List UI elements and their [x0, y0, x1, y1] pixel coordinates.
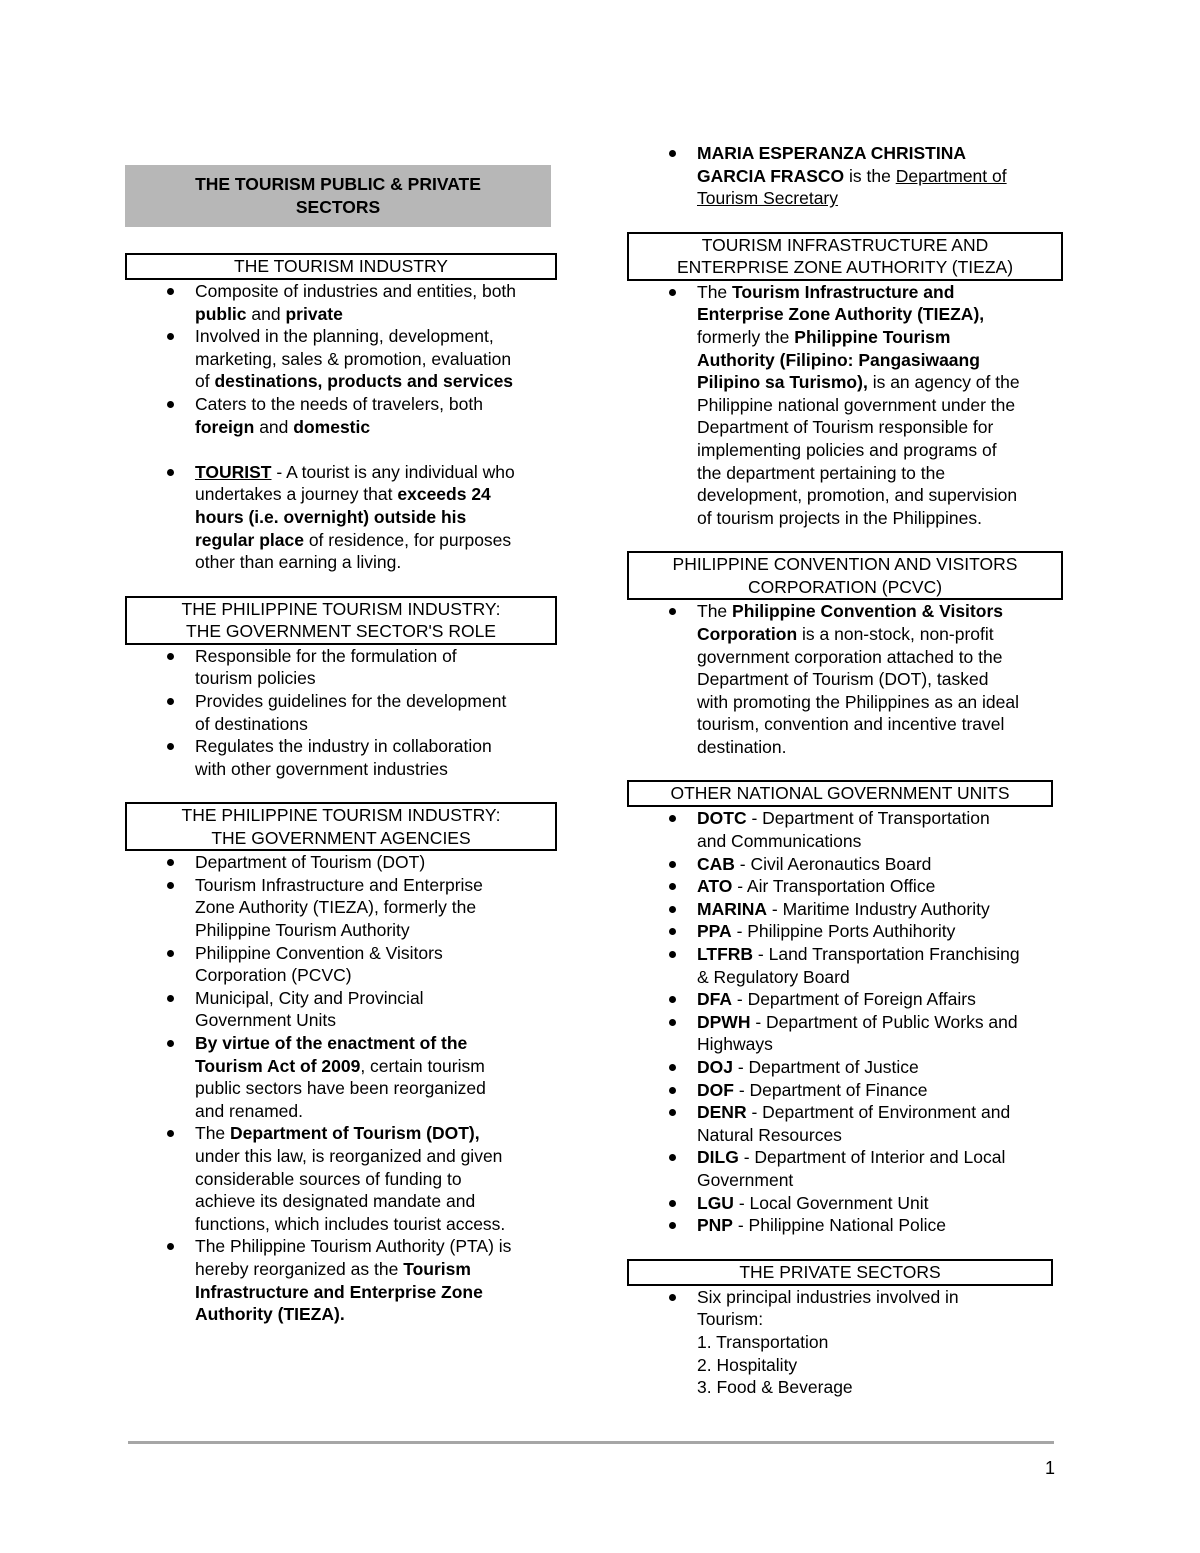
secretary-note [627, 142, 1063, 210]
government-agencies-list [125, 851, 557, 1325]
unit-item: DPWH - Department of Public Works and Highways [627, 1011, 1063, 1056]
unit-item: DFA - Department of Foreign Affairs [627, 988, 1063, 1011]
government-role-list [125, 645, 557, 781]
unit-item: DOF - Department of Finance [627, 1079, 1063, 1102]
unit-item: LGU - Local Government Unit [627, 1192, 1063, 1215]
unit-item: DENR - Department of Environment and Natural Resources [627, 1101, 1063, 1146]
title-line-2: SECTORS [295, 197, 381, 217]
section-heading-government-role: THE PHILIPPINE TOURISM INDUSTRY: THE GOVERNMENT SECTOR'S ROLE [125, 596, 557, 645]
list-item: The Department of Tourism (DOT), under this law, is reorganized and given considerable sources of funding to achieve its designated mandate and functions, which includes tourist access. [125, 1122, 557, 1235]
tourist-definition [125, 461, 557, 574]
list-item: MARIA ESPERANZA CHRISTINA GARCIA FRASCO is the Department of Tourism Secretary [627, 142, 1063, 210]
list-item: By virtue of the enactment of the Tourism Act of 2009, certain tourism public sectors have been reorganized and renamed. [125, 1032, 557, 1122]
list-item: The Philippine Tourism Authority (PTA) is hereby reorganized as the Tourism Infrastructure and Enterprise Zone Authority (TIEZA). [125, 1235, 557, 1325]
document-title [125, 165, 551, 227]
section-heading-pcvc: PHILIPPINE CONVENTION AND VISITORS CORPORATION (PCVC) [627, 551, 1063, 600]
section-heading-government-agencies: THE PHILIPPINE TOURISM INDUSTRY: THE GOVERNMENT AGENCIES [125, 802, 557, 851]
pcvc-description [627, 600, 1063, 758]
list-item: Regulates the industry in collaboration with other government industries [125, 735, 557, 780]
list-item: The Tourism Infrastructure and Enterprise Zone Authority (TIEZA), formerly the Philippine Tourism Authority (Filipino: Pangasiwaang Pilipino sa Turismo), is an agency of the Philippine national government under the Department of Tourism responsible for implementing policies and programs of the department pertaining to the development, promotion, and supervision of tourism projects in the Philippines. [627, 281, 1063, 530]
section-heading-other-units: OTHER NATIONAL GOVERNMENT UNITS [627, 780, 1053, 807]
unit-item: DOJ - Department of Justice [627, 1056, 1063, 1079]
list-item: Tourism Infrastructure and Enterprise Zone Authority (TIEZA), formerly the Philippine Tourism Authority [125, 874, 557, 942]
footer-rule [128, 1441, 1054, 1444]
title-line-1: THE TOURISM PUBLIC & PRIVATE [195, 174, 481, 194]
page-number: 1 [1044, 1458, 1055, 1478]
unit-item: DOTC - Department of Transportation and Communications [627, 807, 1063, 852]
list-item: Six principal industries involved in Tourism: 1. Transportation 2. Hospitality 3. Food & Beverage [627, 1286, 1063, 1399]
unit-item: MARINA - Maritime Industry Authority [627, 898, 1063, 921]
secretary-link: Department of [895, 165, 1007, 186]
list-item: Caters to the needs of travelers, both foreign and domestic [125, 393, 557, 438]
other-units-list [627, 807, 1063, 1236]
section-heading-tieza: TOURISM INFRASTRUCTURE AND ENTERPRISE ZONE AUTHORITY (TIEZA) [627, 232, 1063, 281]
list-item: Department of Tourism (DOT) [125, 851, 557, 874]
unit-item: CAB - Civil Aeronautics Board [627, 853, 1063, 876]
private-sectors-list [627, 1286, 1063, 1399]
tieza-description [627, 281, 1063, 530]
unit-item: ATO - Air Transportation Office [627, 875, 1063, 898]
section-heading-tourism-industry: THE TOURISM INDUSTRY [125, 253, 557, 280]
unit-item: PNP - Philippine National Police [627, 1214, 1063, 1237]
tourist-term: TOURIST [195, 461, 272, 482]
list-item: Municipal, City and Provincial Government Units [125, 987, 557, 1032]
list-item: Composite of industries and entities, both public and private [125, 280, 557, 325]
unit-item: LTFRB - Land Transportation Franchising & Regulatory Board [627, 943, 1063, 988]
list-item: TOURIST - A tourist is any individual who undertakes a journey that exceeds 24 hours (i.e. overnight) outside his regular place of residence, for purposes other than earning a living. [125, 461, 557, 574]
right-column [627, 142, 1063, 1399]
list-item: Involved in the planning, development, marketing, sales & promotion, evaluation of destinations, products and services [125, 325, 557, 393]
unit-item: PPA - Philippine Ports Authihority [627, 920, 1063, 943]
unit-item: DILG - Department of Interior and Local Government [627, 1146, 1063, 1191]
list-item: Philippine Convention & Visitors Corporation (PCVC) [125, 942, 557, 987]
section-heading-private-sectors: THE PRIVATE SECTORS [627, 1259, 1053, 1286]
left-column [125, 165, 557, 1326]
list-item: Responsible for the formulation of tourism policies [125, 645, 557, 690]
tourism-industry-list [125, 280, 557, 438]
list-item: Provides guidelines for the development of destinations [125, 690, 557, 735]
list-item: The Philippine Convention & Visitors Corporation is a non-stock, non-profit government corporation attached to the Department of Tourism (DOT), tasked with promoting the Philippines as an ideal tourism, convention and incentive travel destination. [627, 600, 1063, 758]
